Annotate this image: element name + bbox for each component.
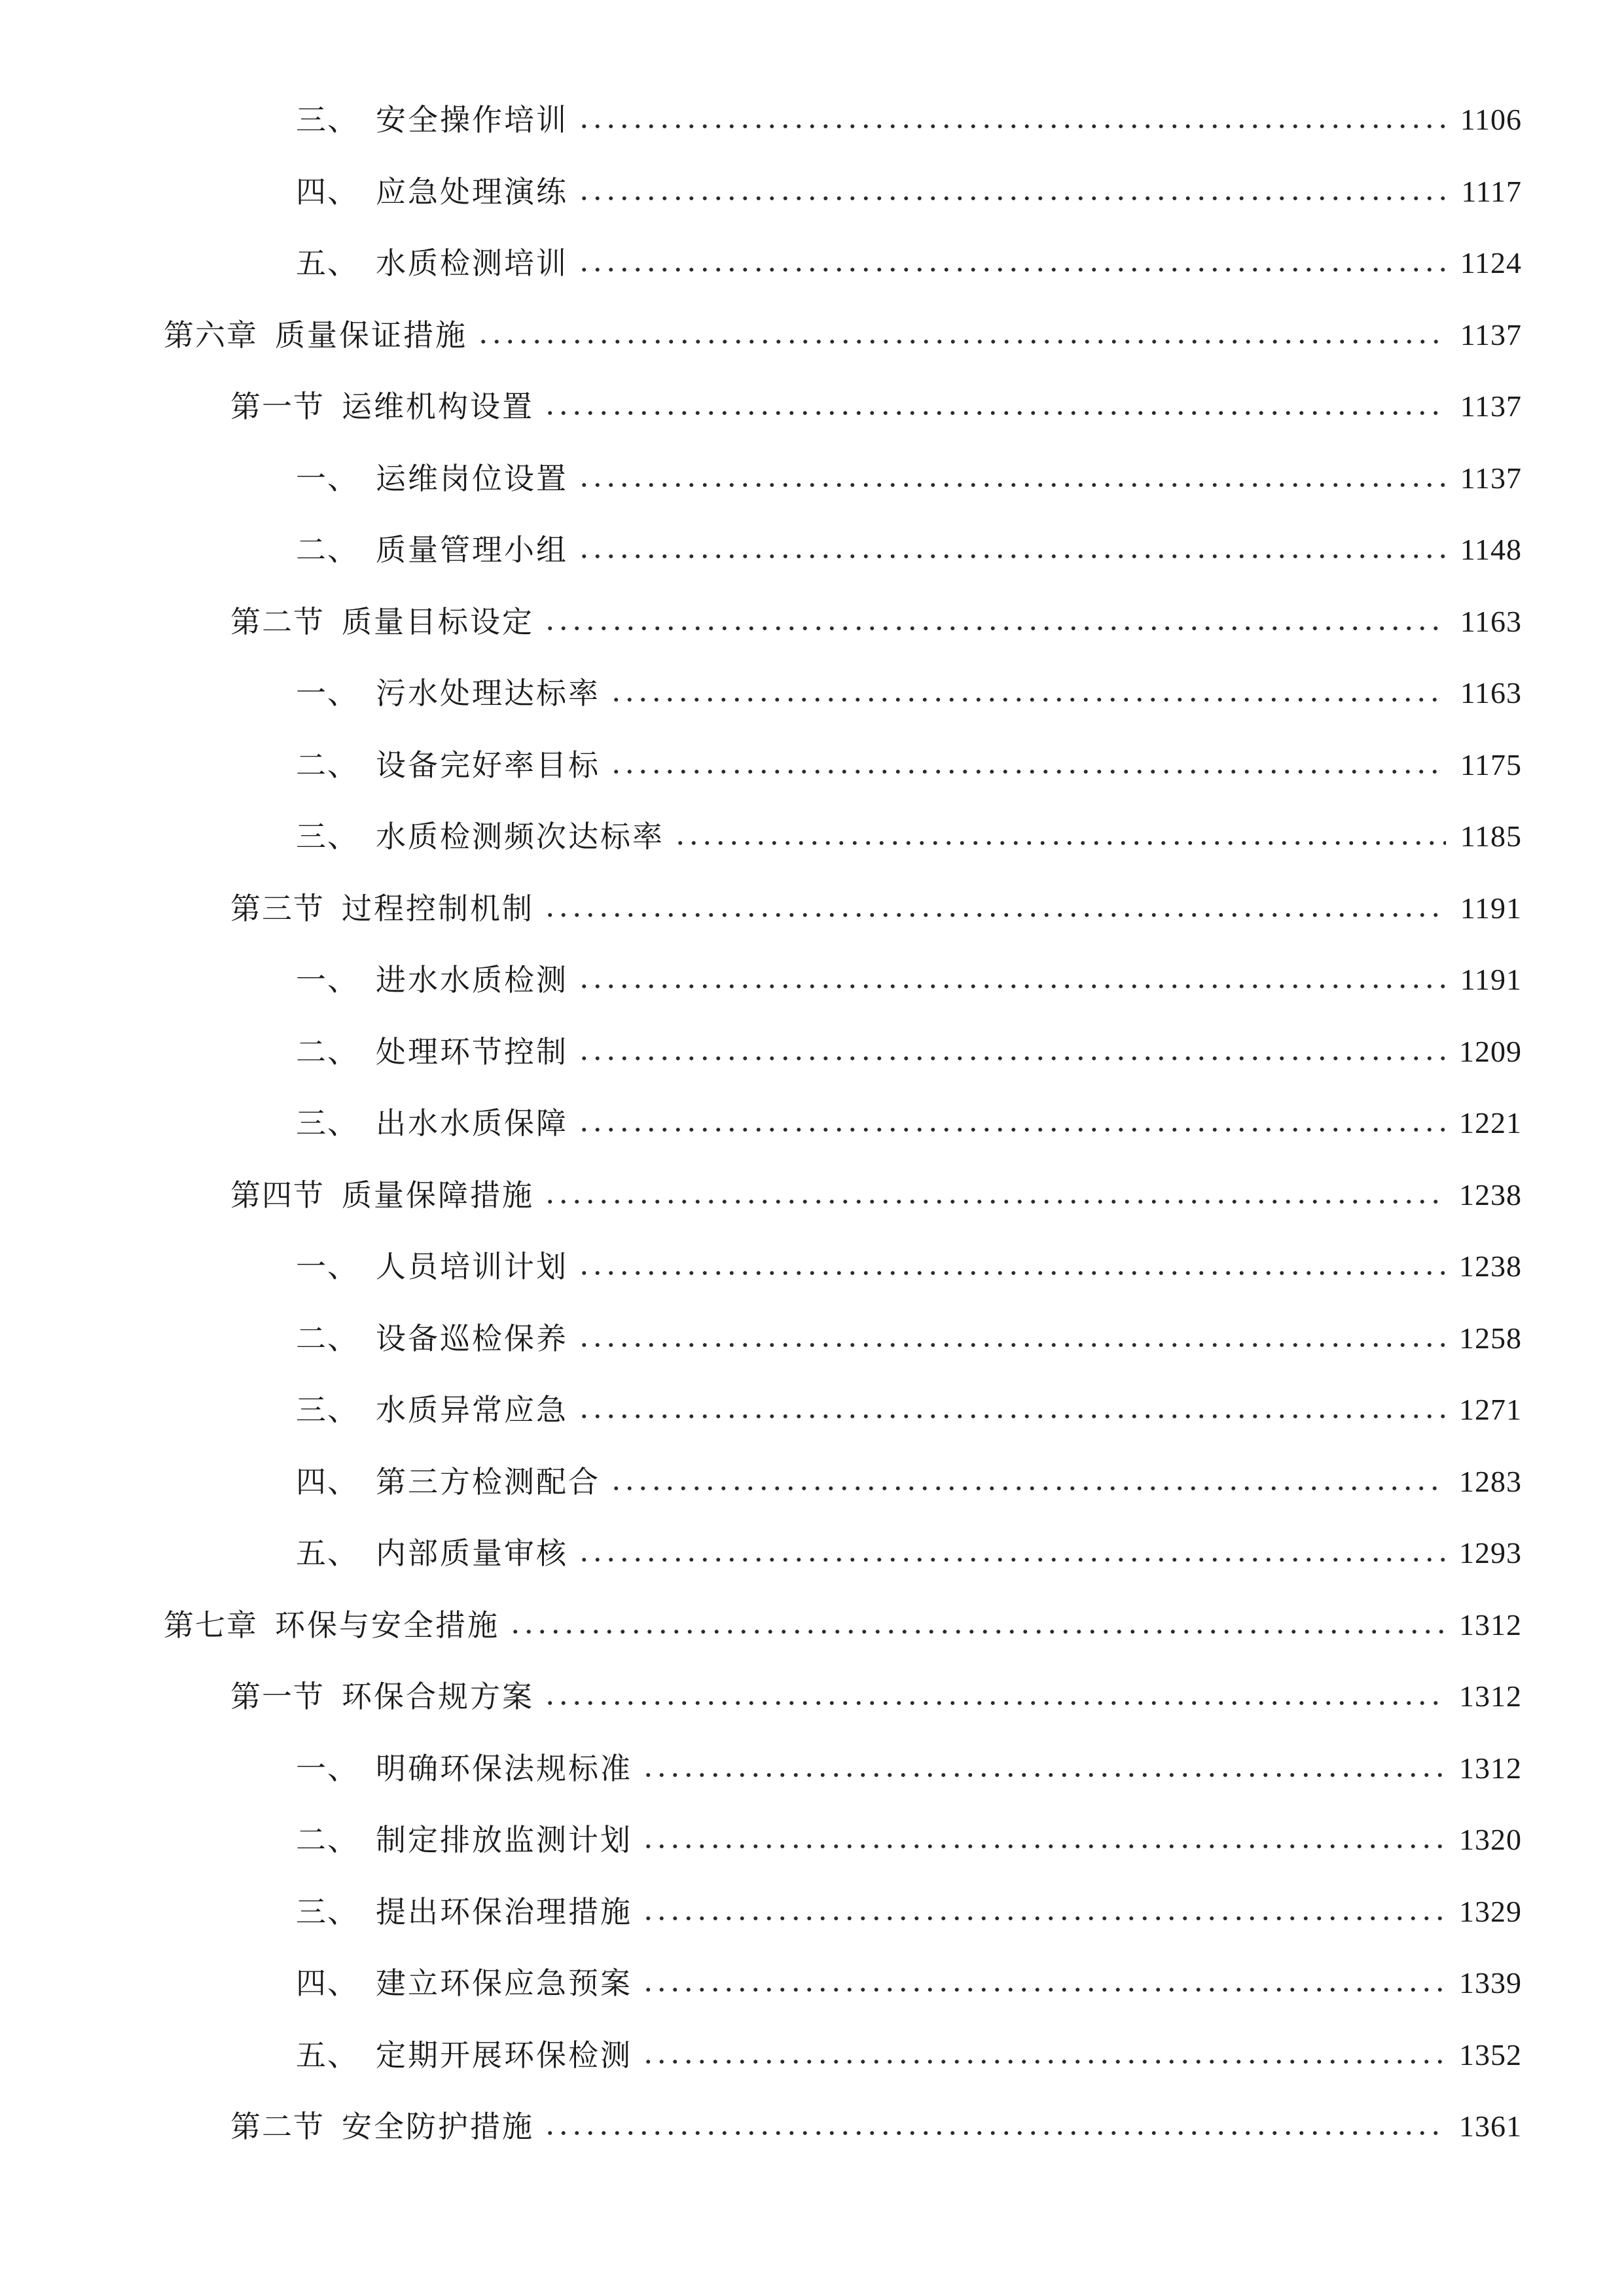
- toc-entry-number: 三、: [296, 102, 359, 137]
- toc-entry-label: [296, 1957, 632, 2009]
- toc-entry-page: 1312: [1459, 1607, 1522, 1641]
- toc-entry-title: 内部质量审核: [376, 1535, 568, 1571]
- toc-entry-number: 四、: [296, 1965, 359, 2001]
- toc-entry-number: 四、: [296, 173, 359, 209]
- toc-entry-title: 运维机构设置: [342, 389, 534, 424]
- toc-entry-number: 五、: [296, 2037, 359, 2073]
- dot-leader: [577, 1556, 1445, 1563]
- toc-entry-page: 1191: [1460, 891, 1522, 925]
- toc-entry-number: 第七章: [164, 1607, 258, 1643]
- dot-leader: [641, 1843, 1445, 1850]
- toc-entry-label: [296, 810, 664, 863]
- toc-entry-label: [296, 1026, 568, 1078]
- toc-entry-page: 1283: [1459, 1464, 1522, 1498]
- toc-entry-label: [164, 1599, 499, 1651]
- toc-entry-number: 一、: [296, 675, 359, 711]
- toc-entry-title: 应急处理演练: [376, 173, 568, 209]
- toc-entry-number: 二、: [296, 1822, 359, 1857]
- toc-entry-label: [230, 882, 534, 935]
- toc-entry-page: 1137: [1460, 317, 1522, 351]
- toc-entry-title: 水质异常应急: [376, 1392, 568, 1427]
- toc-entry-title: 安全操作培训: [376, 102, 568, 137]
- toc-entry-title: 水质检测培训: [376, 245, 568, 281]
- toc-entry-page: 1185: [1460, 819, 1522, 853]
- dot-leader: [641, 2058, 1445, 2065]
- toc-entry-number: 二、: [296, 1033, 359, 1069]
- toc-entry-label: [296, 524, 568, 576]
- toc-entry-label: [230, 1670, 534, 1723]
- toc-entry-page: 1124: [1460, 246, 1522, 279]
- toc-entry-title: 制定排放监测计划: [376, 1822, 632, 1857]
- toc-entry-label: [296, 1240, 568, 1293]
- toc-entry-page: 1361: [1459, 2109, 1522, 2143]
- toc-entry-number: 五、: [296, 1535, 359, 1571]
- toc-entry-label: [230, 596, 534, 648]
- dot-leader: [641, 1986, 1445, 1993]
- toc-entry[interactable]: [0, 1026, 1522, 1078]
- toc-entry-page: 1339: [1459, 1966, 1522, 2000]
- toc-entry-number: 一、: [296, 1249, 359, 1284]
- toc-entry-label: [296, 1814, 632, 1866]
- dot-leader: [577, 983, 1446, 990]
- toc-entry[interactable]: [0, 1814, 1522, 1866]
- toc-entry-page: 1191: [1460, 963, 1522, 996]
- toc-entry-title: 环保与安全措施: [275, 1607, 499, 1643]
- dot-leader: [543, 625, 1446, 632]
- toc-entry-page: 1106: [1460, 103, 1522, 136]
- toc-entry-page: 1221: [1459, 1106, 1522, 1139]
- toc-entry-title: 安全防护措施: [342, 2109, 534, 2144]
- toc-entry-label: [296, 1527, 568, 1579]
- toc-entry-label: [296, 166, 568, 218]
- toc-entry[interactable]: [0, 2029, 1522, 2081]
- toc-entry-label: [296, 452, 568, 505]
- toc-entry-page: 1320: [1459, 1823, 1522, 1856]
- toc-entry-title: 出水水质保障: [376, 1105, 568, 1141]
- toc-entry-title: 质量保证措施: [275, 317, 467, 353]
- toc-entry-number: 二、: [296, 532, 359, 567]
- toc-chapter-entry[interactable]: [0, 1599, 1522, 1651]
- toc-entry-page: 1312: [1459, 1751, 1522, 1785]
- toc-entry-number: 四、: [296, 1463, 359, 1499]
- toc-section-entry[interactable]: [0, 882, 1522, 935]
- toc-entry-label: [296, 2029, 632, 2081]
- toc-entry[interactable]: [0, 1240, 1522, 1293]
- toc-entry[interactable]: [0, 166, 1522, 218]
- toc-entry-number: 一、: [296, 962, 359, 997]
- toc-entry-number: 第四节: [230, 1177, 325, 1213]
- toc-entry-label: [164, 309, 467, 361]
- toc-entry-page: 1137: [1460, 389, 1522, 423]
- toc-entry-page: 1175: [1460, 747, 1522, 781]
- toc-entry-title: 人员培训计划: [376, 1249, 568, 1284]
- dot-leader: [509, 1628, 1445, 1635]
- toc-entry-page: 1271: [1459, 1393, 1522, 1426]
- dot-leader: [577, 1126, 1445, 1133]
- dot-leader: [609, 1485, 1445, 1492]
- toc-entry-label: [296, 94, 568, 146]
- toc-entry-number: 三、: [296, 819, 359, 854]
- toc-entry-page: 1238: [1459, 1249, 1522, 1283]
- toc-section-entry[interactable]: [0, 1169, 1522, 1221]
- toc-entry-page: 1163: [1460, 604, 1522, 638]
- toc-entry-title: 建立环保应急预案: [376, 1965, 632, 2001]
- toc-section-entry[interactable]: [0, 1670, 1522, 1723]
- toc-entry-label: [296, 739, 600, 791]
- dot-leader: [609, 768, 1446, 775]
- toc-entry-title: 定期开展环保检测: [376, 2037, 632, 2073]
- toc-entry[interactable]: [0, 94, 1522, 146]
- toc-entry-page: 1238: [1459, 1177, 1522, 1211]
- toc-entry-title: 污水处理达标率: [376, 675, 600, 711]
- toc-entry-title: 过程控制机制: [342, 890, 534, 926]
- toc-entry-label: [296, 1456, 600, 1508]
- dot-leader: [609, 696, 1446, 703]
- toc-entry-number: 第一节: [230, 1679, 325, 1714]
- toc-entry-title: 设备巡检保养: [376, 1320, 568, 1356]
- toc-entry-page: 1163: [1460, 676, 1522, 709]
- toc-entry-title: 质量保障措施: [342, 1177, 534, 1213]
- toc-entry-title: 环保合规方案: [342, 1679, 534, 1714]
- toc-entry-label: [296, 1097, 568, 1149]
- dot-leader: [577, 1270, 1445, 1276]
- toc-entry[interactable]: [0, 1097, 1522, 1149]
- toc-entry[interactable]: [0, 1384, 1522, 1436]
- dot-leader: [577, 266, 1446, 273]
- toc-entry-label: [296, 1384, 568, 1436]
- toc-entry[interactable]: [0, 1456, 1522, 1508]
- toc-entry[interactable]: [0, 739, 1522, 791]
- toc-entry-number: 二、: [296, 1320, 359, 1356]
- dot-leader: [577, 482, 1446, 488]
- toc-chapter-entry[interactable]: [0, 309, 1522, 361]
- dot-leader: [543, 410, 1446, 416]
- toc-entry-title: 进水水质检测: [376, 962, 568, 997]
- toc-entry-page: 1329: [1459, 1894, 1522, 1928]
- toc-entry[interactable]: [0, 1886, 1522, 1938]
- toc-section-entry[interactable]: [0, 2100, 1522, 2153]
- dot-leader: [577, 1342, 1445, 1348]
- toc-entry[interactable]: [0, 524, 1522, 576]
- dot-leader: [641, 1772, 1445, 1778]
- toc-entry-title: 第三方检测配合: [376, 1463, 600, 1499]
- toc-entry-label: [296, 1886, 632, 1938]
- toc-entry-title: 运维岗位设置: [376, 460, 568, 496]
- toc-entry-title: 水质检测频次达标率: [376, 819, 664, 854]
- toc-entry[interactable]: [0, 1312, 1522, 1365]
- dot-leader: [477, 338, 1446, 345]
- toc-section-entry[interactable]: [0, 596, 1522, 648]
- toc-entry-label: [230, 1169, 534, 1221]
- toc-entry-page: 1312: [1459, 1679, 1522, 1713]
- toc-entry-number: 第二节: [230, 2109, 325, 2144]
- toc-entry-number: 三、: [296, 1105, 359, 1141]
- toc-entry-title: 提出环保治理措施: [376, 1893, 632, 1929]
- toc-entry-label: [296, 954, 568, 1006]
- toc-entry-number: 第六章: [164, 317, 258, 353]
- toc-entry-label: [296, 1312, 568, 1365]
- toc-entry-page: 1258: [1459, 1321, 1522, 1355]
- toc-entry-title: 处理环节控制: [376, 1033, 568, 1069]
- toc-entry-number: 一、: [296, 460, 359, 496]
- toc-entry-number: 第三节: [230, 890, 325, 926]
- toc-entry[interactable]: [0, 1742, 1522, 1795]
- toc-entry-page: 1137: [1460, 461, 1522, 495]
- toc-entry-number: 二、: [296, 747, 359, 783]
- toc-entry-page: 1148: [1460, 533, 1522, 566]
- dot-leader: [577, 195, 1447, 202]
- toc-entry-label: [296, 1742, 632, 1795]
- dot-leader: [543, 2130, 1445, 2136]
- toc-entry[interactable]: [0, 237, 1522, 289]
- toc-entry-page: 1352: [1459, 2037, 1522, 2072]
- toc-entry-number: 三、: [296, 1392, 359, 1427]
- dot-leader: [543, 1700, 1445, 1706]
- toc-entry-number: 第二节: [230, 603, 325, 639]
- toc-entry-page: 1293: [1459, 1536, 1522, 1570]
- toc-entry-number: 三、: [296, 1893, 359, 1929]
- dot-leader: [577, 123, 1446, 130]
- toc-entry-title: 质量管理小组: [376, 532, 568, 567]
- toc-entry[interactable]: [0, 452, 1522, 505]
- toc-entry[interactable]: [0, 667, 1522, 719]
- toc-entry[interactable]: [0, 954, 1522, 1006]
- toc-entry-label: [296, 667, 600, 719]
- toc-entry-number: 五、: [296, 245, 359, 281]
- toc-entry[interactable]: [0, 1957, 1522, 2009]
- toc-entry-label: [230, 2100, 534, 2153]
- toc-entry-number: 第一节: [230, 389, 325, 424]
- dot-leader: [577, 1413, 1445, 1420]
- dot-leader: [641, 1915, 1445, 1922]
- toc-entry-label: [296, 237, 568, 289]
- toc-entry-page: 1209: [1459, 1034, 1522, 1068]
- toc-entry[interactable]: [0, 810, 1522, 863]
- toc-entry[interactable]: [0, 1527, 1522, 1579]
- toc-entry-title: 质量目标设定: [342, 603, 534, 639]
- toc-section-entry[interactable]: [0, 380, 1522, 433]
- toc-entry-label: [230, 380, 534, 433]
- toc-entry-title: 明确环保法规标准: [376, 1750, 632, 1786]
- toc-entry-page: 1117: [1461, 174, 1522, 208]
- dot-leader: [577, 553, 1446, 560]
- toc-entry-title: 设备完好率目标: [376, 747, 600, 783]
- dot-leader: [674, 840, 1446, 846]
- dot-leader: [577, 1055, 1445, 1062]
- dot-leader: [543, 912, 1446, 918]
- toc-entry-number: 一、: [296, 1750, 359, 1786]
- dot-leader: [543, 1198, 1445, 1205]
